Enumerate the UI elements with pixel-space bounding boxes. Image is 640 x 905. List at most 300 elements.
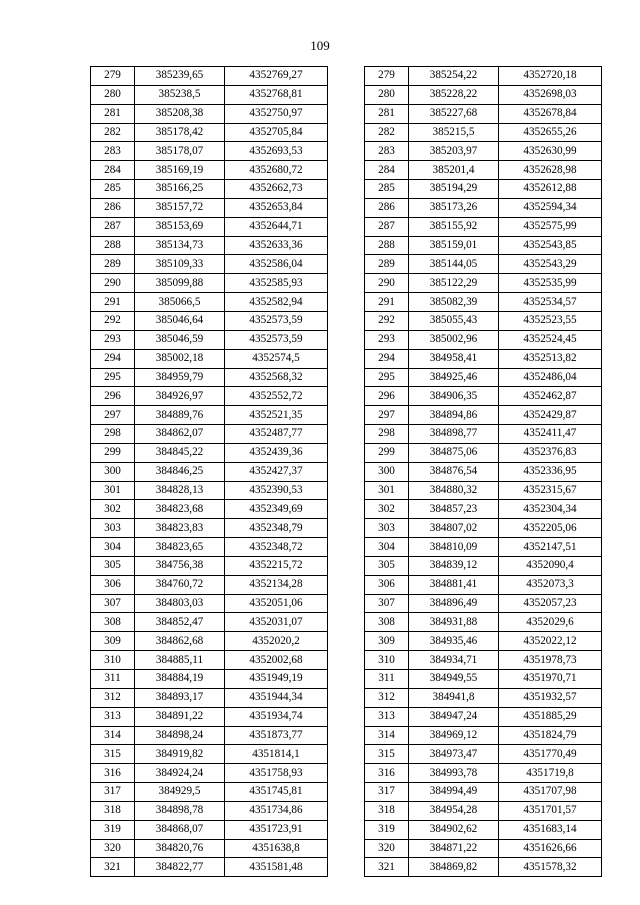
x-coordinate-cell: 385159,01 xyxy=(409,236,499,255)
x-coordinate-cell: 385002,96 xyxy=(409,330,499,349)
point-number-cell: 315 xyxy=(365,745,409,764)
table-row xyxy=(365,651,602,670)
y-coordinate-cell: 4351824,79 xyxy=(499,726,602,745)
y-coordinate-cell: 4352029,6 xyxy=(499,613,602,632)
point-number-cell: 281 xyxy=(365,104,409,123)
x-coordinate-cell: 384803,03 xyxy=(135,594,225,613)
table-row xyxy=(365,839,602,858)
point-number-cell: 294 xyxy=(91,349,135,368)
table-row xyxy=(365,425,602,444)
x-coordinate-cell: 384941,8 xyxy=(409,688,499,707)
x-coordinate-cell: 385228,22 xyxy=(409,85,499,104)
x-coordinate-cell: 385254,22 xyxy=(409,67,499,86)
x-coordinate-cell: 384880,32 xyxy=(409,481,499,500)
table-row xyxy=(365,726,602,745)
y-coordinate-cell: 4352575,99 xyxy=(499,217,602,236)
x-coordinate-cell: 384845,22 xyxy=(135,443,225,462)
x-coordinate-cell: 384857,23 xyxy=(409,500,499,519)
table-row xyxy=(91,255,328,274)
x-coordinate-cell: 384934,71 xyxy=(409,651,499,670)
point-number-cell: 279 xyxy=(365,67,409,86)
table-row xyxy=(91,745,328,764)
point-number-cell: 318 xyxy=(365,801,409,820)
table-row xyxy=(91,330,328,349)
x-coordinate-cell: 384906,35 xyxy=(409,387,499,406)
point-number-cell: 300 xyxy=(91,462,135,481)
point-number-cell: 298 xyxy=(365,425,409,444)
x-coordinate-cell: 384875,06 xyxy=(409,443,499,462)
y-coordinate-cell: 4352073,3 xyxy=(499,575,602,594)
x-coordinate-cell: 384973,47 xyxy=(409,745,499,764)
point-number-cell: 297 xyxy=(91,406,135,425)
x-coordinate-cell: 384898,77 xyxy=(409,425,499,444)
x-coordinate-cell: 385066,5 xyxy=(135,293,225,312)
table-row xyxy=(365,670,602,689)
table-row xyxy=(91,726,328,745)
table-row xyxy=(91,651,328,670)
point-number-cell: 303 xyxy=(91,519,135,538)
point-number-cell: 287 xyxy=(365,217,409,236)
point-number-cell: 282 xyxy=(91,123,135,142)
table-row xyxy=(91,858,328,877)
y-coordinate-cell: 4351719,8 xyxy=(499,764,602,783)
point-number-cell: 313 xyxy=(91,707,135,726)
y-coordinate-cell: 4352769,27 xyxy=(225,67,328,86)
point-number-cell: 293 xyxy=(365,330,409,349)
table-row xyxy=(365,538,602,557)
y-coordinate-cell: 4352535,99 xyxy=(499,274,602,293)
x-coordinate-cell: 384760,72 xyxy=(135,575,225,594)
x-coordinate-cell: 384924,24 xyxy=(135,764,225,783)
table-row xyxy=(365,368,602,387)
y-coordinate-cell: 4352411,47 xyxy=(499,425,602,444)
point-number-cell: 310 xyxy=(365,651,409,670)
y-coordinate-cell: 4351638,8 xyxy=(225,839,328,858)
point-number-cell: 281 xyxy=(91,104,135,123)
point-number-cell: 316 xyxy=(91,764,135,783)
x-coordinate-cell: 384929,5 xyxy=(135,783,225,802)
point-number-cell: 280 xyxy=(365,85,409,104)
table-row xyxy=(91,67,328,86)
y-coordinate-cell: 4351701,57 xyxy=(499,801,602,820)
table-row xyxy=(365,236,602,255)
table-row xyxy=(365,858,602,877)
point-number-cell: 289 xyxy=(365,255,409,274)
x-coordinate-cell: 384756,38 xyxy=(135,556,225,575)
x-coordinate-cell: 385215,5 xyxy=(409,123,499,142)
y-coordinate-cell: 4352768,81 xyxy=(225,85,328,104)
point-number-cell: 305 xyxy=(365,556,409,575)
y-coordinate-cell: 4352134,28 xyxy=(225,575,328,594)
table-row xyxy=(91,801,328,820)
x-coordinate-cell: 384931,88 xyxy=(409,613,499,632)
table-row xyxy=(365,632,602,651)
y-coordinate-cell: 4352521,35 xyxy=(225,406,328,425)
table-row xyxy=(91,632,328,651)
point-number-cell: 300 xyxy=(365,462,409,481)
point-number-cell: 288 xyxy=(365,236,409,255)
y-coordinate-cell: 4352698,03 xyxy=(499,85,602,104)
x-coordinate-cell: 384871,22 xyxy=(409,839,499,858)
table-row xyxy=(365,820,602,839)
point-number-cell: 303 xyxy=(365,519,409,538)
point-number-cell: 301 xyxy=(365,481,409,500)
x-coordinate-cell: 384947,24 xyxy=(409,707,499,726)
table-row xyxy=(91,311,328,330)
x-coordinate-cell: 384885,11 xyxy=(135,651,225,670)
y-coordinate-cell: 4352057,23 xyxy=(499,594,602,613)
y-coordinate-cell: 4352612,88 xyxy=(499,180,602,199)
y-coordinate-cell: 4352051,06 xyxy=(225,594,328,613)
x-coordinate-cell: 384876,54 xyxy=(409,462,499,481)
table-row xyxy=(91,820,328,839)
point-number-cell: 287 xyxy=(91,217,135,236)
y-coordinate-cell: 4351814,1 xyxy=(225,745,328,764)
x-coordinate-cell: 384891,22 xyxy=(135,707,225,726)
y-coordinate-cell: 4352552,72 xyxy=(225,387,328,406)
table-row xyxy=(91,783,328,802)
point-number-cell: 286 xyxy=(365,198,409,217)
table-row xyxy=(365,519,602,538)
table-row xyxy=(91,180,328,199)
point-number-cell: 285 xyxy=(91,180,135,199)
table-row xyxy=(365,462,602,481)
table-row xyxy=(365,142,602,161)
y-coordinate-cell: 4352205,06 xyxy=(499,519,602,538)
table-row xyxy=(365,330,602,349)
x-coordinate-cell: 384889,76 xyxy=(135,406,225,425)
point-number-cell: 320 xyxy=(365,839,409,858)
y-coordinate-cell: 4352750,97 xyxy=(225,104,328,123)
y-coordinate-cell: 4352336,95 xyxy=(499,462,602,481)
table-row xyxy=(365,67,602,86)
point-number-cell: 307 xyxy=(365,594,409,613)
y-coordinate-cell: 4352705,84 xyxy=(225,123,328,142)
x-coordinate-cell: 385178,07 xyxy=(135,142,225,161)
point-number-cell: 299 xyxy=(91,443,135,462)
x-coordinate-cell: 384969,12 xyxy=(409,726,499,745)
point-number-cell: 280 xyxy=(91,85,135,104)
y-coordinate-cell: 4352582,94 xyxy=(225,293,328,312)
point-number-cell: 307 xyxy=(91,594,135,613)
point-number-cell: 315 xyxy=(91,745,135,764)
y-coordinate-cell: 4351626,66 xyxy=(499,839,602,858)
table-row xyxy=(91,481,328,500)
x-coordinate-cell: 385169,19 xyxy=(135,161,225,180)
y-coordinate-cell: 4352462,87 xyxy=(499,387,602,406)
x-coordinate-cell: 384868,07 xyxy=(135,820,225,839)
x-coordinate-cell: 385157,72 xyxy=(135,198,225,217)
x-coordinate-cell: 385203,97 xyxy=(409,142,499,161)
point-number-cell: 317 xyxy=(91,783,135,802)
y-coordinate-cell: 4351581,48 xyxy=(225,858,328,877)
point-number-cell: 283 xyxy=(91,142,135,161)
table-row xyxy=(365,783,602,802)
point-number-cell: 296 xyxy=(91,387,135,406)
y-coordinate-cell: 4352349,69 xyxy=(225,500,328,519)
x-coordinate-cell: 384852,47 xyxy=(135,613,225,632)
x-coordinate-cell: 384894,86 xyxy=(409,406,499,425)
point-number-cell: 288 xyxy=(91,236,135,255)
y-coordinate-cell: 4352022,12 xyxy=(499,632,602,651)
point-number-cell: 293 xyxy=(91,330,135,349)
table-row xyxy=(365,575,602,594)
table-row xyxy=(365,274,602,293)
point-number-cell: 308 xyxy=(91,613,135,632)
y-coordinate-cell: 4352633,36 xyxy=(225,236,328,255)
y-coordinate-cell: 4351932,57 xyxy=(499,688,602,707)
table-row xyxy=(91,142,328,161)
point-number-cell: 312 xyxy=(365,688,409,707)
table-row xyxy=(365,707,602,726)
y-coordinate-cell: 4351578,32 xyxy=(499,858,602,877)
point-number-cell: 306 xyxy=(91,575,135,594)
x-coordinate-cell: 384869,82 xyxy=(409,858,499,877)
y-coordinate-cell: 4352534,57 xyxy=(499,293,602,312)
y-coordinate-cell: 4352585,93 xyxy=(225,274,328,293)
x-coordinate-cell: 385122,29 xyxy=(409,274,499,293)
point-number-cell: 285 xyxy=(365,180,409,199)
y-coordinate-cell: 4351978,73 xyxy=(499,651,602,670)
x-coordinate-cell: 385134,73 xyxy=(135,236,225,255)
y-coordinate-cell: 4351758,93 xyxy=(225,764,328,783)
x-coordinate-cell: 384839,12 xyxy=(409,556,499,575)
table-row xyxy=(91,274,328,293)
point-number-cell: 296 xyxy=(365,387,409,406)
point-number-cell: 316 xyxy=(365,764,409,783)
table-row xyxy=(365,500,602,519)
table-row xyxy=(365,311,602,330)
y-coordinate-cell: 4352031,07 xyxy=(225,613,328,632)
point-number-cell: 317 xyxy=(365,783,409,802)
table-row xyxy=(91,123,328,142)
y-coordinate-cell: 4352486,04 xyxy=(499,368,602,387)
x-coordinate-cell: 385208,38 xyxy=(135,104,225,123)
table-row xyxy=(365,443,602,462)
y-coordinate-cell: 4352628,98 xyxy=(499,161,602,180)
point-number-cell: 299 xyxy=(365,443,409,462)
y-coordinate-cell: 4352594,34 xyxy=(499,198,602,217)
point-number-cell: 291 xyxy=(365,293,409,312)
x-coordinate-cell: 385239,65 xyxy=(135,67,225,86)
table-row xyxy=(91,670,328,689)
table-row xyxy=(91,236,328,255)
table-row xyxy=(91,104,328,123)
table-row xyxy=(365,556,602,575)
table-row xyxy=(91,217,328,236)
x-coordinate-cell: 384846,25 xyxy=(135,462,225,481)
y-coordinate-cell: 4352680,72 xyxy=(225,161,328,180)
point-number-cell: 292 xyxy=(365,311,409,330)
x-coordinate-cell: 384881,41 xyxy=(409,575,499,594)
table-row xyxy=(91,349,328,368)
point-number-cell: 310 xyxy=(91,651,135,670)
point-number-cell: 286 xyxy=(91,198,135,217)
table-row xyxy=(365,180,602,199)
table-row xyxy=(91,764,328,783)
table-row xyxy=(365,745,602,764)
y-coordinate-cell: 4352524,45 xyxy=(499,330,602,349)
x-coordinate-cell: 385002,18 xyxy=(135,349,225,368)
point-number-cell: 298 xyxy=(91,425,135,444)
x-coordinate-cell: 384949,55 xyxy=(409,670,499,689)
table-row xyxy=(365,594,602,613)
point-number-cell: 290 xyxy=(365,274,409,293)
point-number-cell: 321 xyxy=(91,858,135,877)
coordinates-table-right xyxy=(364,66,602,877)
point-number-cell: 279 xyxy=(91,67,135,86)
table-row xyxy=(91,519,328,538)
point-number-cell: 321 xyxy=(365,858,409,877)
y-coordinate-cell: 4352523,55 xyxy=(499,311,602,330)
x-coordinate-cell: 385194,29 xyxy=(409,180,499,199)
x-coordinate-cell: 385155,92 xyxy=(409,217,499,236)
y-coordinate-cell: 4352487,77 xyxy=(225,425,328,444)
point-number-cell: 318 xyxy=(91,801,135,820)
y-coordinate-cell: 4351745,81 xyxy=(225,783,328,802)
point-number-cell: 320 xyxy=(91,839,135,858)
point-number-cell: 306 xyxy=(365,575,409,594)
table-row xyxy=(365,406,602,425)
point-number-cell: 304 xyxy=(365,538,409,557)
x-coordinate-cell: 384958,41 xyxy=(409,349,499,368)
point-number-cell: 292 xyxy=(91,311,135,330)
table-row xyxy=(365,688,602,707)
y-coordinate-cell: 4352655,26 xyxy=(499,123,602,142)
x-coordinate-cell: 385238,5 xyxy=(135,85,225,104)
y-coordinate-cell: 4352147,51 xyxy=(499,538,602,557)
y-coordinate-cell: 4352427,37 xyxy=(225,462,328,481)
y-coordinate-cell: 4352215,72 xyxy=(225,556,328,575)
y-coordinate-cell: 4351970,71 xyxy=(499,670,602,689)
y-coordinate-cell: 4352543,29 xyxy=(499,255,602,274)
x-coordinate-cell: 384919,82 xyxy=(135,745,225,764)
table-row xyxy=(365,481,602,500)
x-coordinate-cell: 385055,43 xyxy=(409,311,499,330)
y-coordinate-cell: 4351734,86 xyxy=(225,801,328,820)
table-row xyxy=(365,123,602,142)
y-coordinate-cell: 4351683,14 xyxy=(499,820,602,839)
table-row xyxy=(365,613,602,632)
point-number-cell: 291 xyxy=(91,293,135,312)
x-coordinate-cell: 385082,39 xyxy=(409,293,499,312)
table-row xyxy=(365,293,602,312)
point-number-cell: 312 xyxy=(91,688,135,707)
table-row xyxy=(91,538,328,557)
y-coordinate-cell: 4352574,5 xyxy=(225,349,328,368)
point-number-cell: 309 xyxy=(365,632,409,651)
x-coordinate-cell: 384993,78 xyxy=(409,764,499,783)
y-coordinate-cell: 4352573,59 xyxy=(225,330,328,349)
x-coordinate-cell: 384823,65 xyxy=(135,538,225,557)
x-coordinate-cell: 384926,97 xyxy=(135,387,225,406)
x-coordinate-cell: 385046,59 xyxy=(135,330,225,349)
x-coordinate-cell: 385046,64 xyxy=(135,311,225,330)
table-row xyxy=(91,443,328,462)
x-coordinate-cell: 384810,09 xyxy=(409,538,499,557)
x-coordinate-cell: 385227,68 xyxy=(409,104,499,123)
x-coordinate-cell: 384822,77 xyxy=(135,858,225,877)
y-coordinate-cell: 4352090,4 xyxy=(499,556,602,575)
x-coordinate-cell: 385201,4 xyxy=(409,161,499,180)
x-coordinate-cell: 384820,76 xyxy=(135,839,225,858)
y-coordinate-cell: 4352020,2 xyxy=(225,632,328,651)
point-number-cell: 289 xyxy=(91,255,135,274)
point-number-cell: 319 xyxy=(91,820,135,839)
table-row xyxy=(91,406,328,425)
x-coordinate-cell: 384925,46 xyxy=(409,368,499,387)
x-coordinate-cell: 384959,79 xyxy=(135,368,225,387)
x-coordinate-cell: 385173,26 xyxy=(409,198,499,217)
x-coordinate-cell: 384994,49 xyxy=(409,783,499,802)
x-coordinate-cell: 385178,42 xyxy=(135,123,225,142)
y-coordinate-cell: 4352720,18 xyxy=(499,67,602,86)
point-number-cell: 301 xyxy=(91,481,135,500)
table-row xyxy=(91,688,328,707)
point-number-cell: 295 xyxy=(91,368,135,387)
table-row xyxy=(91,387,328,406)
y-coordinate-cell: 4352348,79 xyxy=(225,519,328,538)
table-row xyxy=(365,764,602,783)
y-coordinate-cell: 4351949,19 xyxy=(225,670,328,689)
table-row xyxy=(365,801,602,820)
table-row xyxy=(91,462,328,481)
table-row xyxy=(365,85,602,104)
x-coordinate-cell: 384862,07 xyxy=(135,425,225,444)
y-coordinate-cell: 4352653,84 xyxy=(225,198,328,217)
y-coordinate-cell: 4352693,53 xyxy=(225,142,328,161)
point-number-cell: 313 xyxy=(365,707,409,726)
x-coordinate-cell: 385109,33 xyxy=(135,255,225,274)
point-number-cell: 283 xyxy=(365,142,409,161)
y-coordinate-cell: 4352513,82 xyxy=(499,349,602,368)
x-coordinate-cell: 384862,68 xyxy=(135,632,225,651)
point-number-cell: 311 xyxy=(365,670,409,689)
table-row xyxy=(365,161,602,180)
table-row xyxy=(365,387,602,406)
table-row xyxy=(91,575,328,594)
point-number-cell: 297 xyxy=(365,406,409,425)
x-coordinate-cell: 385153,69 xyxy=(135,217,225,236)
table-row xyxy=(91,613,328,632)
x-coordinate-cell: 385144,05 xyxy=(409,255,499,274)
table-row xyxy=(365,349,602,368)
point-number-cell: 302 xyxy=(91,500,135,519)
point-number-cell: 295 xyxy=(365,368,409,387)
x-coordinate-cell: 385099,88 xyxy=(135,274,225,293)
point-number-cell: 304 xyxy=(91,538,135,557)
point-number-cell: 314 xyxy=(365,726,409,745)
point-number-cell: 309 xyxy=(91,632,135,651)
point-number-cell: 284 xyxy=(365,161,409,180)
table-row xyxy=(91,293,328,312)
table-row xyxy=(91,839,328,858)
table-row xyxy=(91,368,328,387)
table-row xyxy=(91,425,328,444)
y-coordinate-cell: 4352376,83 xyxy=(499,443,602,462)
point-number-cell: 290 xyxy=(91,274,135,293)
y-coordinate-cell: 4352662,73 xyxy=(225,180,328,199)
table-row xyxy=(91,198,328,217)
coordinates-table-left xyxy=(90,66,328,877)
point-number-cell: 294 xyxy=(365,349,409,368)
table-row xyxy=(365,104,602,123)
x-coordinate-cell: 384828,13 xyxy=(135,481,225,500)
y-coordinate-cell: 4352348,72 xyxy=(225,538,328,557)
point-number-cell: 305 xyxy=(91,556,135,575)
table-row xyxy=(91,85,328,104)
x-coordinate-cell: 385166,25 xyxy=(135,180,225,199)
